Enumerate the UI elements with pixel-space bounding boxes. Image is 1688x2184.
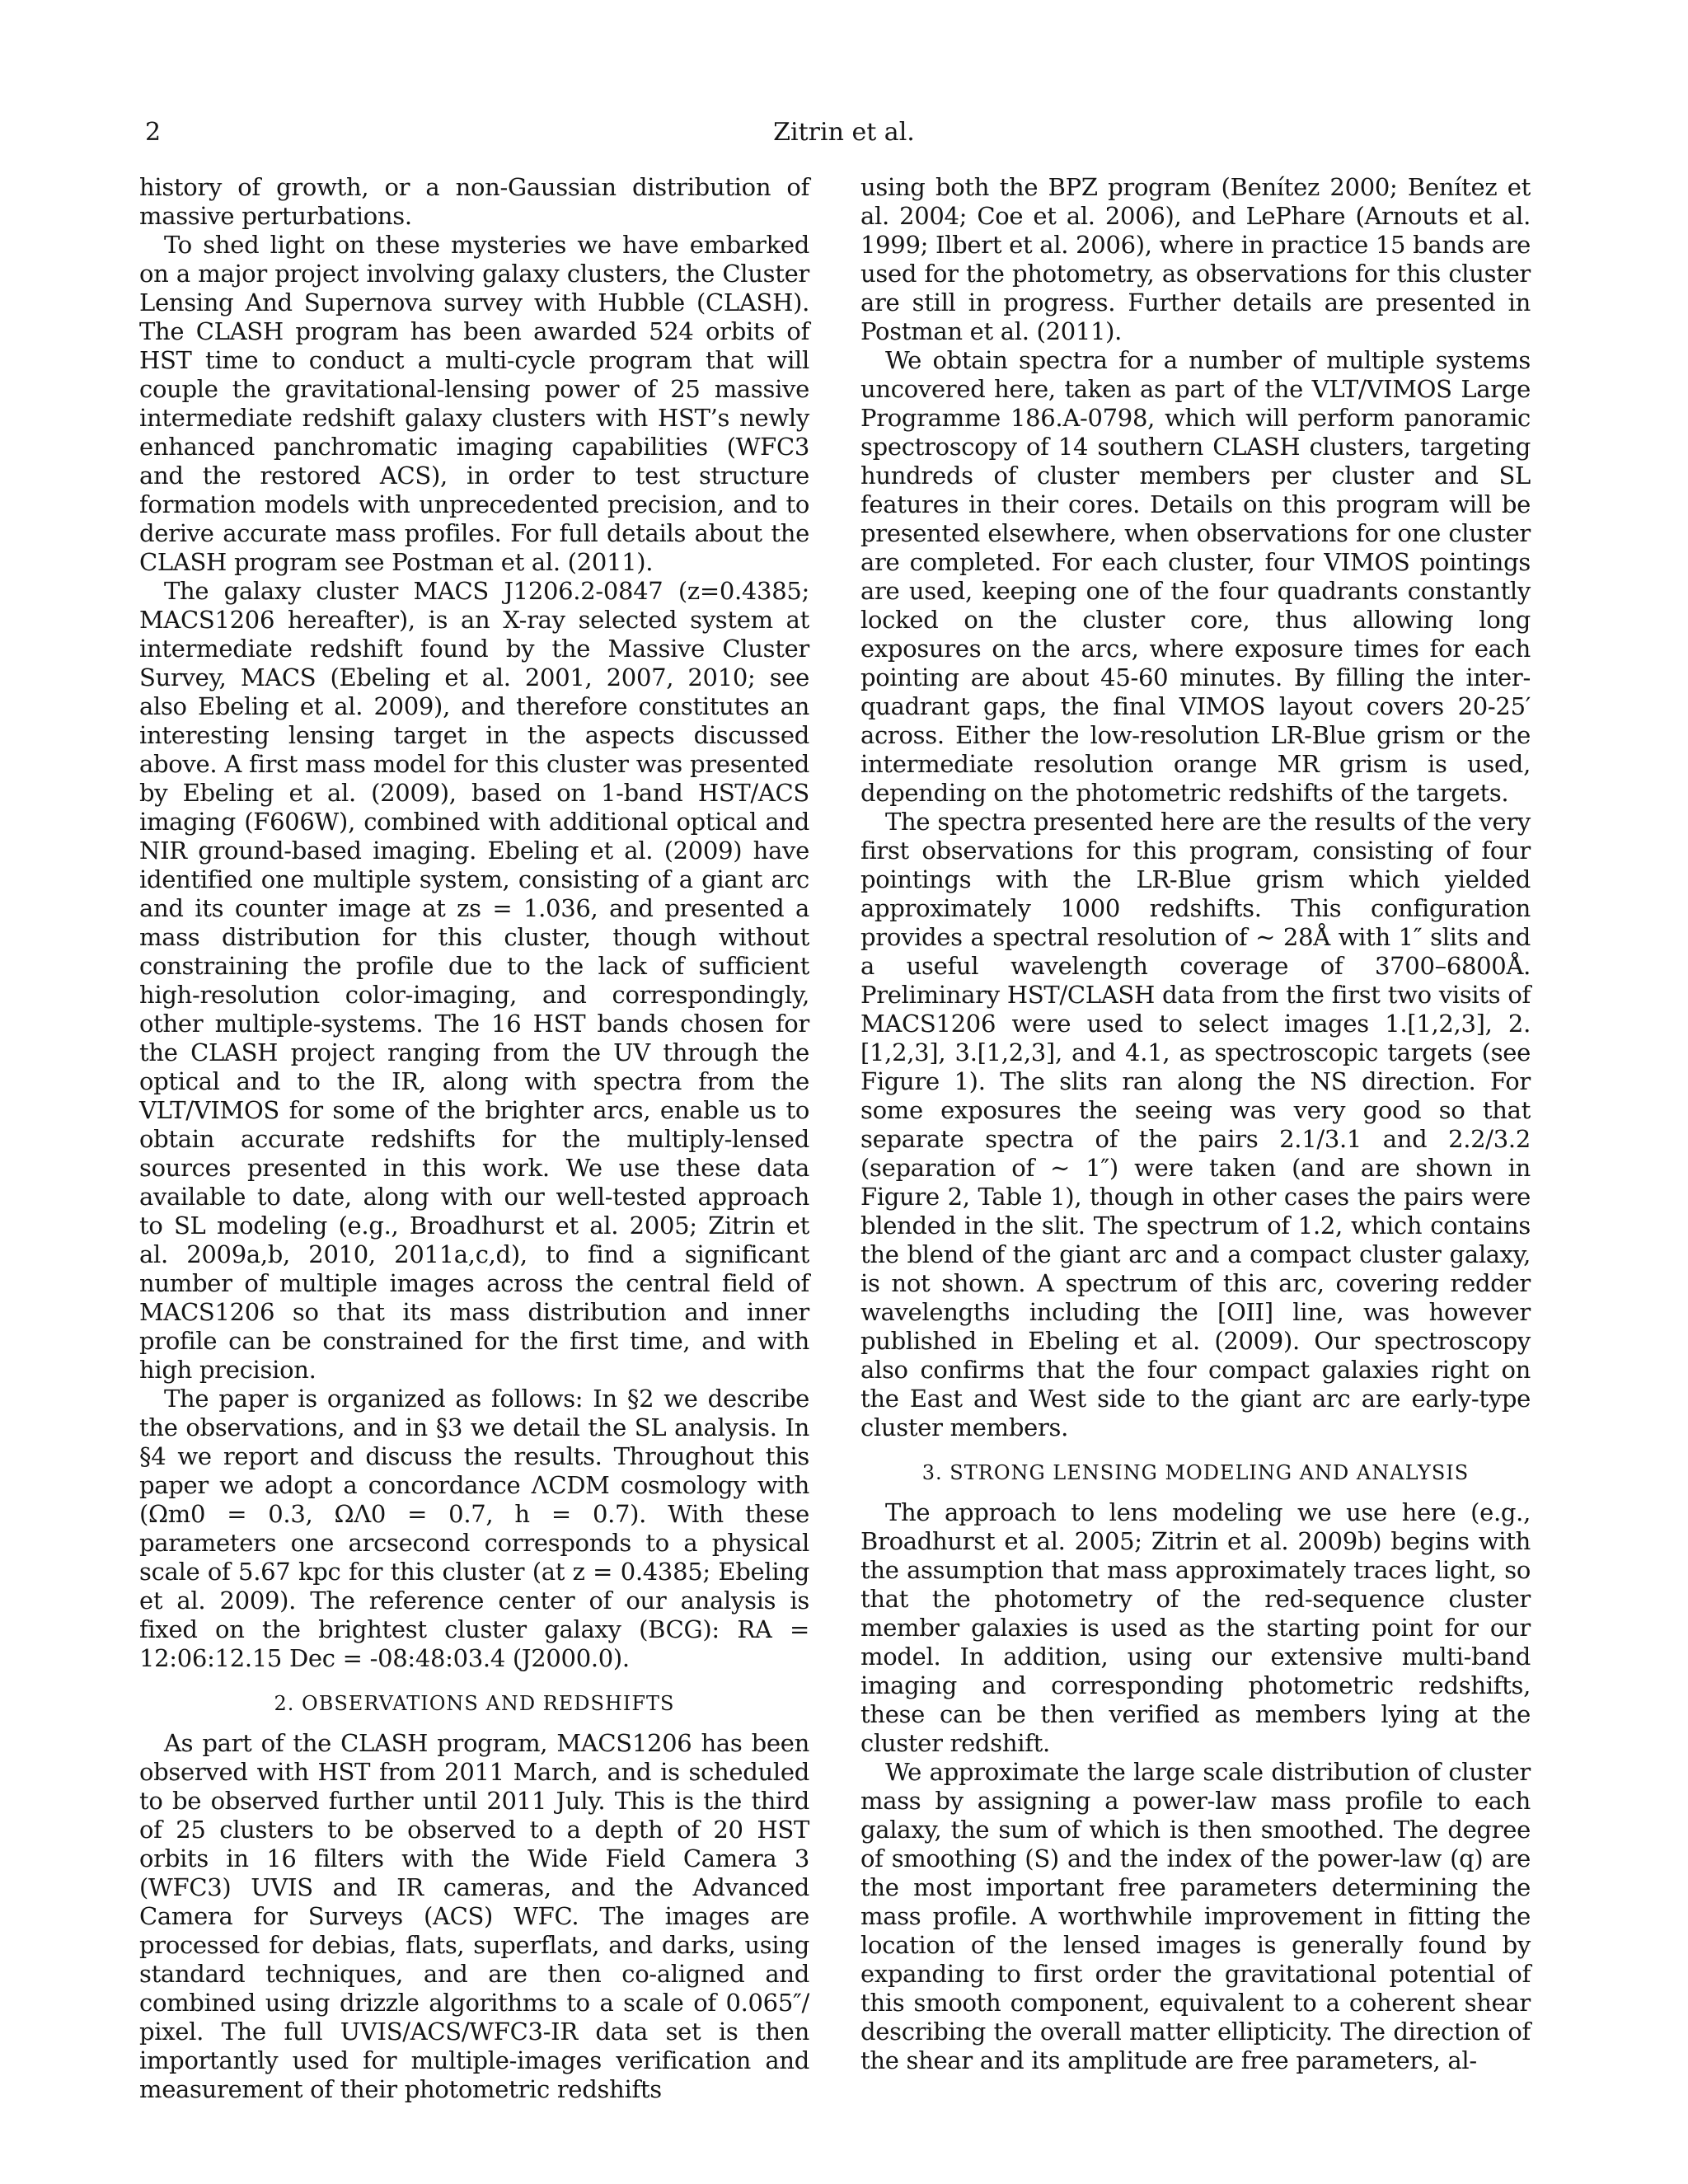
section-heading: 3. STRONG LENSING MODELING AND ANALYSIS (921, 1461, 1470, 1484)
paragraph: The galaxy cluster MACS J1206.2-0847 (z=0.4385; MACS1206 hereafter), is an X-ray selected system at intermediate redshift found by the Massive Cluster Survey, MACS (Ebeling et al. 2001, 2007, 2010; see also Ebeling et al. 2009), and therefore constitutes an interesting lensing target in the aspects discussed above. A first mass model for this cluster was presented by Ebeling et al. (2009), based on 1-band HST/ACS imaging (F606W), combined with additional optical and NIR ground-based imaging. Ebeling et al. (2009) have identified one multiple system, consisting of a giant arc and its counter image at zs = 1.036, and presented a mass distribution for this cluster, though without constraining the profile due to the lack of sufficient high-resolution color-imaging, and correspondingly, other multiple-systems. The 16 HST bands chosen for the CLASH project ranging from the UV through the optical and to the IR, along with spectra from the VLT/VIMOS for some of the brighter arcs, enable us to obtain accurate redshifts for the multiply-lensed sources presented in this work. We use these data available to date, along with our well-tested approach to SL modeling (e.g., Broadhurst et al. 2005; Zitrin et al. 2009a,b, 2010, 2011a,c,d), to find a significant number of multiple images across the central field of MACS1206 so that its mass distribution and inner profile can be constrained for the first time, and with high precision. (139, 577, 809, 1384)
left-column (139, 173, 809, 2104)
right-column (860, 173, 1531, 2075)
page-number: 2 (145, 118, 162, 147)
running-head: Zitrin et al. (773, 118, 915, 147)
paragraph: The spectra presented here are the results of the very first observations for this program, consisting of four pointings with the LR-Blue grism which yielded approximately 1000 redshifts. This configuration provides a spectral resolution of ∼ 28Å with 1″ slits and a useful wavelength coverage of 3700–6800Å. Preliminary HST/CLASH data from the first two visits of MACS1206 were used to select images 1.[1,2,3], 2.[1,2,3], 3.[1,2,3], and 4.1, as spectroscopic targets (see Figure 1). The slits ran along the NS direction. For some exposures the seeing was very good so that separate spectra of the pairs 2.1/3.1 and 2.2/3.2 (separation of ∼ 1″) were taken (and are shown in Figure 2, Table 1), though in other cases the pairs were blended in the slit. The spectrum of 1.2, which contains the blend of the giant arc and a compact cluster galaxy, is not shown. A spectrum of this arc, covering redder wavelengths including the [OII] line, was however published in Ebeling et al. (2009). Our spectroscopy also confirms that the four compact galaxies right on the East and West side to the giant arc are early-type cluster members. (860, 808, 1531, 1441)
paragraph: As part of the CLASH program, MACS1206 has been observed with HST from 2011 March, and is scheduled to be observed further until 2011 July. This is the third of 25 clusters to be observed to a depth of 20 HST orbits in 16 filters with the Wide Field Camera 3 (WFC3) UVIS and IR cameras, and the Advanced Camera for Surveys (ACS) WFC. The images are processed for debias, flats, superflats, and darks, using standard techniques, and are then co-aligned and combined using drizzle algorithms to a scale of 0.065″/ pixel. The full UVIS/ACS/WFC3-IR data set is then importantly used for multiple-images verification and measurement of their photometric redshifts (139, 1729, 809, 2103)
paragraph: The approach to lens modeling we use here (e.g., Broadhurst et al. 2005; Zitrin et al. 2009b) begins with the assumption that mass approximately traces light, so that the photometry of the red-sequence cluster member galaxies is used as the starting point for our model. In addition, using our extensive multi-band imaging and corresponding photometric redshifts, these can be then verified as members lying at the cluster redshift. (860, 1498, 1531, 1757)
paragraph: We obtain spectra for a number of multiple systems uncovered here, taken as part of the VLT/VIMOS Large Programme 186.A-0798, which will perform panoramic spectroscopy of 14 southern CLASH clusters, targeting hundreds of cluster members per cluster and SL features in their cores. Details on this program will be presented elsewhere, when observations for one cluster are completed. For each cluster, four VIMOS pointings are used, keeping one of the four quadrants constantly locked on the cluster core, thus allowing long exposures on the arcs, where exposure times for each pointing are about 45-60 minutes. By filling the inter-quadrant gaps, the final VIMOS layout covers 20-25′ across. Either the low-resolution LR-Blue grism or the intermediate resolution orange MR grism is used, depending on the photometric redshifts of the targets. (860, 346, 1531, 807)
section-heading: 2. OBSERVATIONS AND REDSHIFTS (274, 1692, 675, 1715)
paragraph: The paper is organized as follows: In §2 we describe the observations, and in §3 we detail the SL analysis. In §4 we report and discuss the results. Throughout this paper we adopt a concordance ΛCDM cosmology with (Ωm0 = 0.3, ΩΛ0 = 0.7, h = 0.7). With these parameters one arcsecond corresponds to a physical scale of 5.67 kpc for this cluster (at z = 0.4385; Ebeling et al. 2009). The reference center of our analysis is fixed on the brightest cluster galaxy (BCG): RA = 12:06:12.15 Dec = -08:48:03.4 (J2000.0). (139, 1385, 809, 1672)
paragraph: We approximate the large scale distribution of cluster mass by assigning a power-law mass profile to each galaxy, the sum of which is then smoothed. The degree of smoothing (S) and the index of the power-law (q) are the most important free parameters determining the mass profile. A worthwhile improvement in fitting the location of the lensed images is generally found by expanding to first order the gravitational potential of this smooth component, equivalent to a coherent shear describing the overall matter ellipticity. The direction of the shear and its amplitude are free parameters, al- (860, 1758, 1531, 2074)
paragraph: using both the BPZ program (Benítez 2000; Benítez et al. 2004; Coe et al. 2006), and LePhare (Arnouts et al. 1999; Ilbert et al. 2006), where in practice 15 bands are used for the photometry, as observations for this cluster are still in progress. Further details are presented in Postman et al. (2011). (860, 173, 1531, 345)
paragraph: history of growth, or a non-Gaussian distribution of massive perturbations. (139, 173, 809, 230)
paragraph: To shed light on these mysteries we have embarked on a major project involving galaxy clusters, the Cluster Lensing And Supernova survey with Hubble (CLASH). The CLASH program has been awarded 524 orbits of HST time to conduct a multi-cycle program that will couple the gravitational-lensing power of 25 massive intermediate redshift galaxy clusters with HST’s newly enhanced panchromatic imaging capabilities (WFC3 and the restored ACS), in order to test structure formation models with unprecedented precision, and to derive accurate mass profiles. For full details about the CLASH program see Postman et al. (2011). (139, 231, 809, 576)
